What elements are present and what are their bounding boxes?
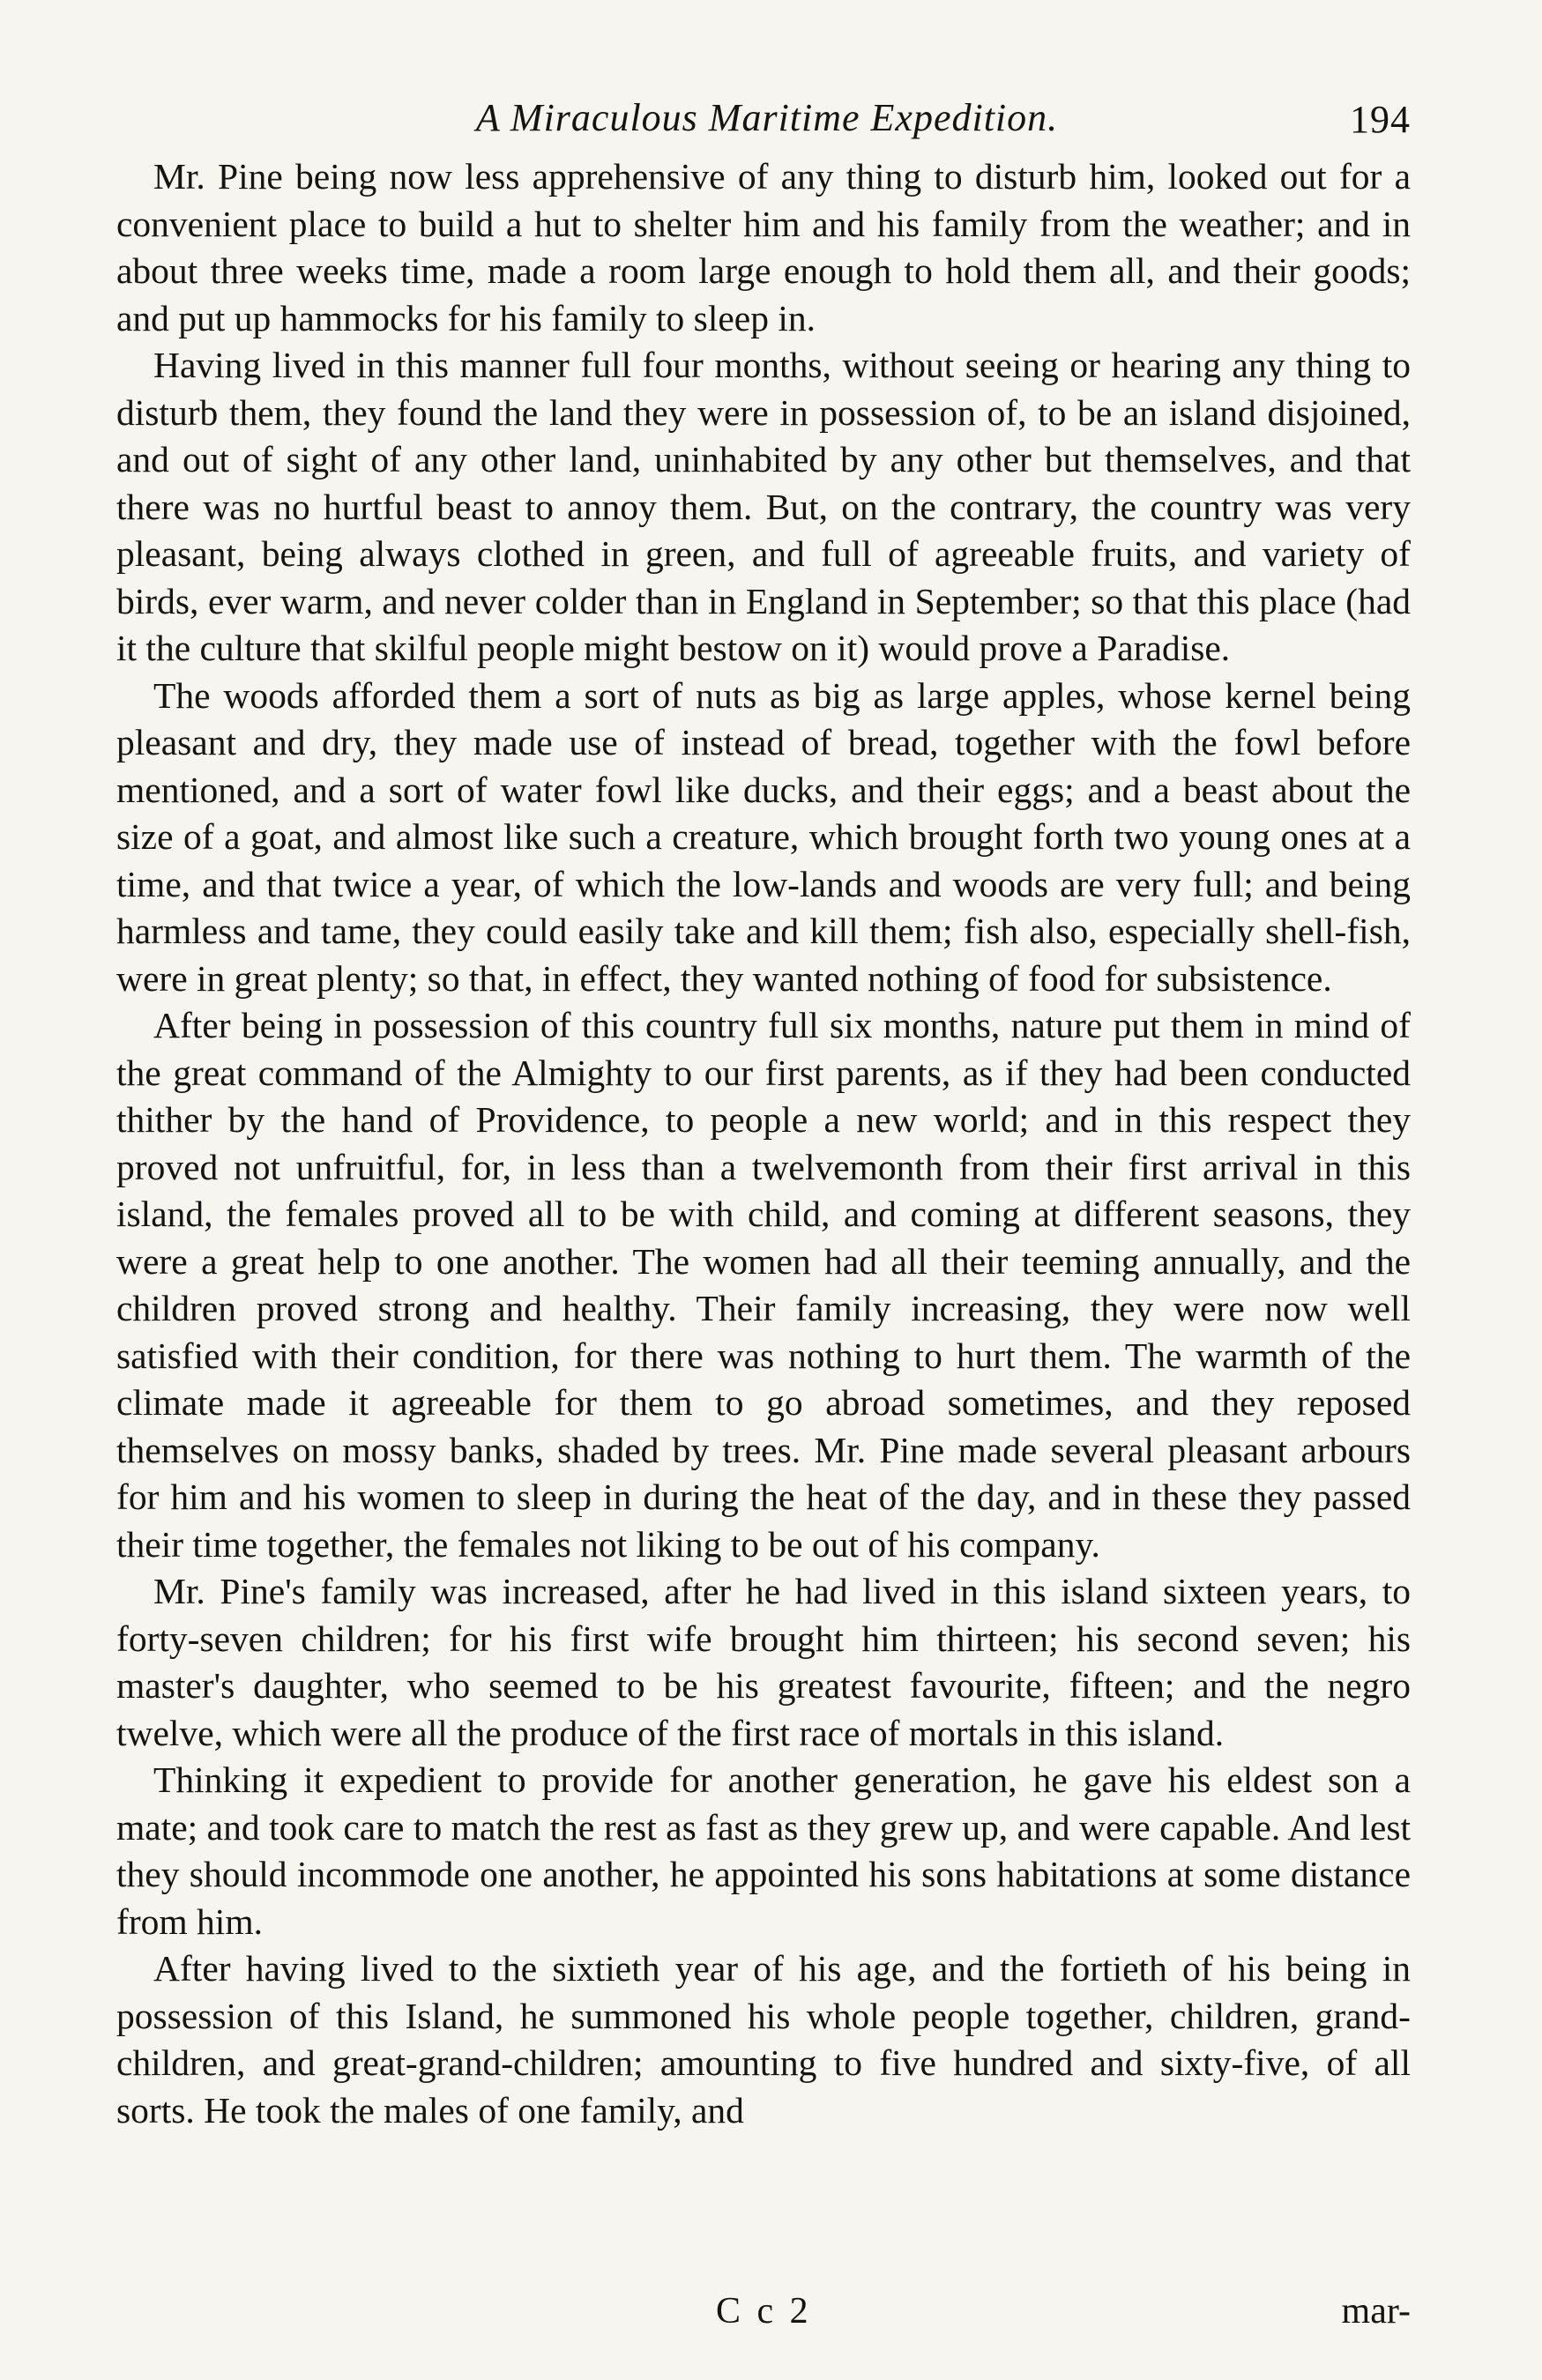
signature-mark: C c 2 (716, 2291, 812, 2332)
paragraph: After being in possession of this country full six months, nature put them in mind of the great command of the Almighty to our first parents, as if they had been conducted thither by the hand of Providence, to people a new world; and in this respect they proved not unfruitful, for, in less than a twelvemonth from their first arrival in this island, the females proved all to be with child, and coming at different seasons, they were a great help to one another. The women had all their teeming annually, and the children proved strong and healthy. Their family increasing, they were now well satisfied with their condition, for there was nothing to hurt them. The warmth of the climate made it agreeable for them to go abroad sometimes, and they reposed themselves on mossy banks, shaded by trees. Mr. Pine made several pleasant arbours for him and his women to sleep in during the heat of the day, and in these they passed their time together, the females not liking to be out of his company. (116, 1005, 1411, 1565)
paragraph: Mr. Pine being now less apprehensive of any thing to disturb him, looked out for a convenient place to build a hut to shelter him and his family from the weather; and in about three weeks time, made a room large enough to hold them all, and their goods; and put up hammocks for his family to sleep in. (116, 156, 1411, 338)
page-number: 194 (1350, 98, 1411, 141)
paragraph: Thinking it expedient to provide for another generation, he gave his eldest son a mate; and took care to match the rest as fast as they grew up, and were capable. And lest they should incommode one another, he appointed his sons habitations at some distance from him. (116, 1759, 1411, 1942)
paragraph: Having lived in this manner full four months, without seeing or hearing any thing to disturb them, they found the land they were in possession of, to be an island disjoined, and out of sight of any other land, uninhabited by any other but themselves, and that there was no hurtful beast to annoy them. But, on the contrary, the country was very pleasant, being always clothed in green, and full of agreeable fruits, and variety of birds, ever warm, and never colder than in England in September; so that this place (had it the culture that skilful people might bestow on it) would prove a Paradise. (116, 345, 1411, 668)
paragraph: Mr. Pine's family was increased, after he had lived in this island sixteen years, to forty-seven children; for his first wife brought him thirteen; his second seven; his master's daughter, who seemed to be his greatest favourite, fifteen; and the negro twelve, which were all the produce of the first race of mortals in this island. (116, 1571, 1411, 1753)
body-text (116, 153, 1411, 2134)
paragraph: The woods afforded them a sort of nuts as big as large apples, whose kernel being pleasant and dry, they made use of instead of bread, together with the fowl before mentioned, and a sort of water fowl like ducks, and their eggs; and a beast about the size of a goat, and almost like such a creature, which brought forth two young ones at a time, and that twice a year, of which the low-lands and woods are very full; and being harmless and tame, they could easily take and kill them; fish also, especially shell-fish, were in great plenty; so that, in effect, they wanted nothing of food for subsistence. (116, 674, 1411, 999)
page-header (123, 95, 1411, 148)
page-footer (116, 2290, 1411, 2343)
paragraph: After having lived to the sixtieth year of his age, and the fortieth of his being in possession of this Island, he summoned his whole people together, children, grand-children, and great-grand-children; amounting to five hundred and sixty-five, of all sorts. He took the males of one family, and (116, 1948, 1411, 2131)
running-title: A Miraculous Maritime Expedition. (475, 96, 1059, 139)
catchword: mar- (1341, 2291, 1411, 2332)
